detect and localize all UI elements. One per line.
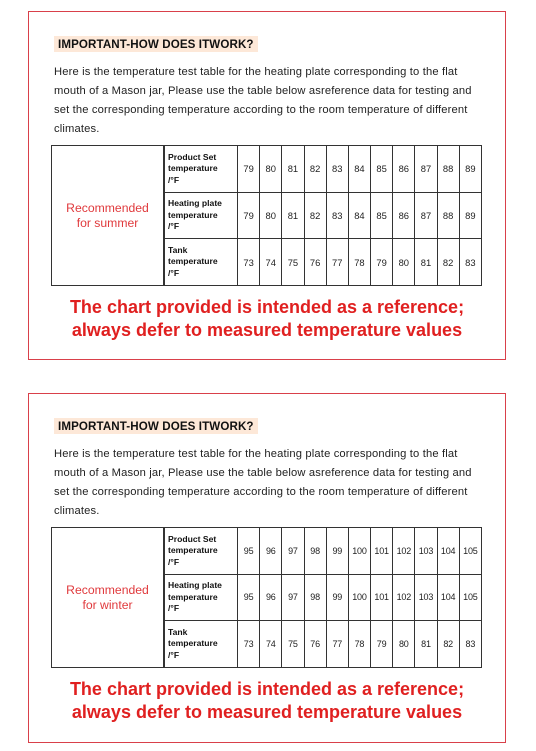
table-cell: 97 bbox=[282, 574, 304, 621]
card-heading: IMPORTANT-HOW DOES ITWORK? bbox=[54, 418, 258, 434]
table-cell: 73 bbox=[238, 239, 260, 286]
table-cell: 86 bbox=[393, 192, 415, 239]
table-cell: 77 bbox=[326, 621, 348, 668]
table-cell: 101 bbox=[371, 528, 393, 575]
table-cell: 81 bbox=[282, 192, 304, 239]
table-cell: 83 bbox=[459, 239, 481, 286]
table-cell: 84 bbox=[348, 192, 370, 239]
table-cell: 74 bbox=[260, 239, 282, 286]
table-cell: 79 bbox=[238, 192, 260, 239]
table-cell: 98 bbox=[304, 528, 326, 575]
table-cell: 104 bbox=[437, 528, 459, 575]
intro-paragraph: Here is the temperature test table for the heating plate corresponding to the flat mouth of a Mason jar, Please use the table below asreference data for testing and set the corresponding temperature according to the room temperature of different climates. bbox=[54, 66, 472, 135]
table-cell: 76 bbox=[304, 239, 326, 286]
row-label: Tank temperature /°F bbox=[165, 621, 238, 668]
table-cell: 82 bbox=[437, 239, 459, 286]
table-row-tank bbox=[165, 621, 482, 668]
recommended-label: Recommended for winter bbox=[66, 582, 149, 612]
table-cell: 78 bbox=[348, 621, 370, 668]
row-label: Tank temperature /°F bbox=[165, 239, 238, 286]
table-cell: 97 bbox=[282, 528, 304, 575]
table-cell: 82 bbox=[304, 146, 326, 193]
temperature-table bbox=[164, 145, 482, 286]
table-cell: 83 bbox=[459, 621, 481, 668]
table-cell: 85 bbox=[371, 146, 393, 193]
table-cell: 77 bbox=[326, 239, 348, 286]
recommended-box bbox=[51, 527, 164, 668]
reference-disclaimer: The chart provided is intended as a reference; always defer to measured temperature values bbox=[69, 679, 465, 722]
row-label: Product Set temperature /°F bbox=[165, 146, 238, 193]
table-cell: 96 bbox=[260, 528, 282, 575]
temperature-table bbox=[164, 527, 482, 668]
table-cell: 79 bbox=[238, 146, 260, 193]
table-cell: 78 bbox=[348, 239, 370, 286]
recommended-box bbox=[51, 145, 164, 286]
table-cell: 102 bbox=[393, 528, 415, 575]
table-cell: 104 bbox=[437, 574, 459, 621]
table-cell: 96 bbox=[260, 574, 282, 621]
row-label: Heating plate temperature /°F bbox=[165, 574, 238, 621]
table-cell: 100 bbox=[348, 528, 370, 575]
table-cell: 87 bbox=[415, 146, 437, 193]
table-cell: 103 bbox=[415, 528, 437, 575]
card-heading: IMPORTANT-HOW DOES ITWORK? bbox=[54, 36, 258, 52]
table-cell: 105 bbox=[459, 528, 481, 575]
table-cell: 80 bbox=[260, 192, 282, 239]
table-cell: 85 bbox=[371, 192, 393, 239]
row-label: Heating plate temperature /°F bbox=[165, 192, 238, 239]
reference-disclaimer: The chart provided is intended as a reference; always defer to measured temperature values bbox=[69, 297, 465, 340]
table-cell: 103 bbox=[415, 574, 437, 621]
table-cell: 88 bbox=[437, 192, 459, 239]
table-row-product-set bbox=[165, 528, 482, 575]
table-cell: 105 bbox=[459, 574, 481, 621]
table-cell: 84 bbox=[348, 146, 370, 193]
winter-reference-card bbox=[28, 393, 506, 743]
table-row-heating-plate bbox=[165, 574, 482, 621]
table-cell: 100 bbox=[348, 574, 370, 621]
table-cell: 81 bbox=[415, 621, 437, 668]
table-cell: 81 bbox=[282, 146, 304, 193]
table-cell: 89 bbox=[459, 146, 481, 193]
table-cell: 102 bbox=[393, 574, 415, 621]
table-row-tank bbox=[165, 239, 482, 286]
table-cell: 79 bbox=[371, 239, 393, 286]
table-cell: 88 bbox=[437, 146, 459, 193]
table-cell: 82 bbox=[304, 192, 326, 239]
table-cell: 79 bbox=[371, 621, 393, 668]
table-cell: 95 bbox=[238, 528, 260, 575]
table-cell: 73 bbox=[238, 621, 260, 668]
intro-paragraph: Here is the temperature test table for the heating plate corresponding to the flat mouth of a Mason jar, Please use the table below asreference data for testing and set the corresponding temperature according to the room temperature of different climates. bbox=[54, 448, 472, 517]
table-row-heating-plate bbox=[165, 192, 482, 239]
summer-reference-card bbox=[28, 11, 506, 360]
table-cell: 95 bbox=[238, 574, 260, 621]
table-cell: 98 bbox=[304, 574, 326, 621]
table-cell: 82 bbox=[437, 621, 459, 668]
table-cell: 75 bbox=[282, 621, 304, 668]
table-cell: 99 bbox=[326, 574, 348, 621]
table-cell: 80 bbox=[260, 146, 282, 193]
table-cell: 80 bbox=[393, 621, 415, 668]
table-row-product-set bbox=[165, 146, 482, 193]
table-cell: 99 bbox=[326, 528, 348, 575]
table-cell: 87 bbox=[415, 192, 437, 239]
table-cell: 89 bbox=[459, 192, 481, 239]
row-label: Product Set temperature /°F bbox=[165, 528, 238, 575]
table-cell: 86 bbox=[393, 146, 415, 193]
table-cell: 75 bbox=[282, 239, 304, 286]
table-cell: 76 bbox=[304, 621, 326, 668]
table-cell: 81 bbox=[415, 239, 437, 286]
recommended-label: Recommended for summer bbox=[66, 200, 149, 230]
table-cell: 101 bbox=[371, 574, 393, 621]
table-cell: 83 bbox=[326, 146, 348, 193]
table-cell: 80 bbox=[393, 239, 415, 286]
table-cell: 74 bbox=[260, 621, 282, 668]
table-cell: 83 bbox=[326, 192, 348, 239]
